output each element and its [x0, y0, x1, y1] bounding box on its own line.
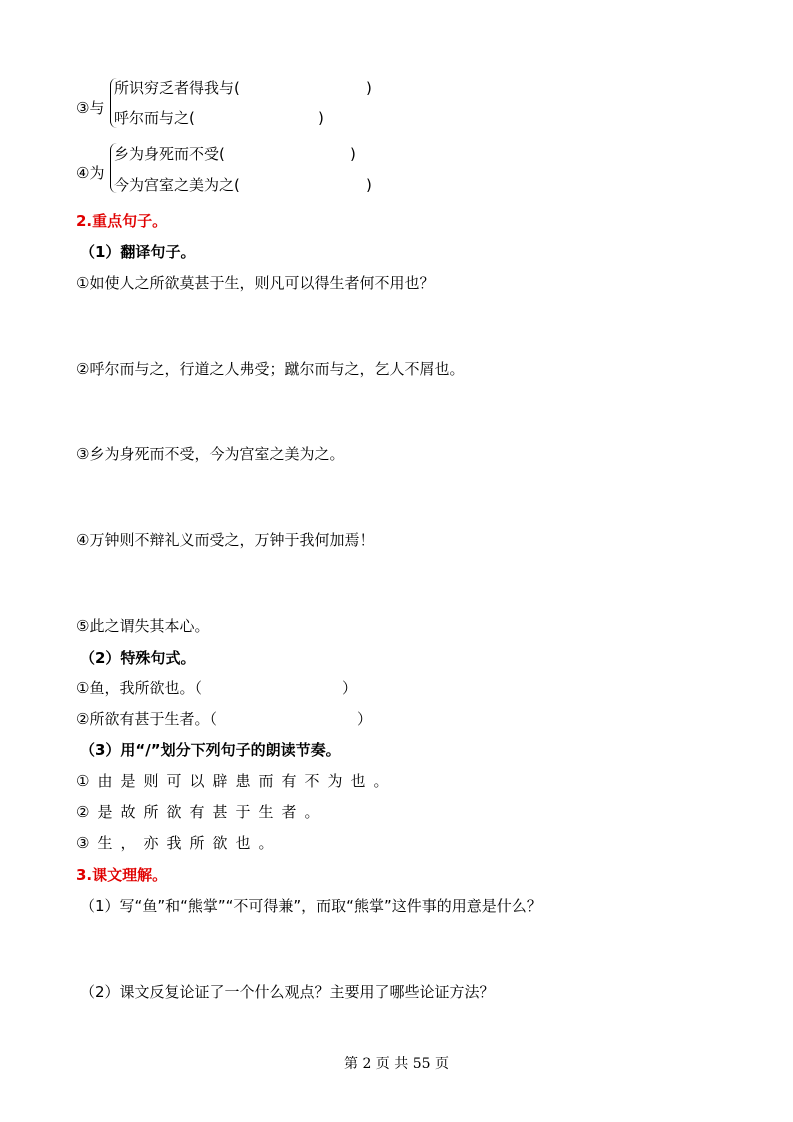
group-line-close: ) — [350, 145, 356, 163]
group-line: 乡为身死而不受( — [114, 145, 225, 163]
question: （1）写“鱼”和“熊掌”“不可得兼”，而取“熊掌”这件事的用意是什么？ — [80, 897, 542, 915]
page-footer: 第 2 页 共 55 页 — [344, 1056, 449, 1072]
group-line-close: ) — [366, 79, 372, 97]
group-line: 呼尔而与之( — [114, 109, 195, 127]
rhythm-sentence: ③生，亦我所欲也。 — [76, 834, 282, 852]
question: （2）课文反复论证了一个什么观点？主要用了哪些论证方法？ — [80, 983, 495, 1001]
special-sentence: ①鱼，我所欲也。（ — [76, 679, 202, 697]
section-heading: 3.课文理解。 — [76, 866, 168, 884]
translate-sentence: ⑤此之谓失其本心。 — [76, 617, 210, 635]
translate-sentence: ②呼尔而与之，行道之人弗受；蹴尔而与之，乞人不屑也。 — [76, 360, 465, 378]
group-marker: ④为 — [76, 164, 105, 182]
group-line: 今为宫室之美为之( — [114, 176, 240, 194]
group-line-close: ) — [318, 109, 324, 127]
special-sentence-close: ） — [357, 710, 373, 728]
subsection-heading: （1）翻译句子。 — [80, 243, 196, 261]
subsection-heading: （2）特殊句式。 — [80, 649, 196, 667]
translate-sentence: ④万钟则不辩礼义而受之，万钟于我何加焉！ — [76, 531, 375, 549]
group-line-close: ) — [366, 176, 372, 194]
translate-sentence: ③乡为身死而不受，今为宫室之美为之。 — [76, 445, 345, 463]
subsection-heading: （3）用“/”划分下列句子的朗读节奏。 — [80, 741, 341, 759]
special-sentence: ②所欲有甚于生者。（ — [76, 710, 217, 728]
special-sentence-close: ） — [342, 679, 358, 697]
group-marker: ③与 — [76, 99, 105, 117]
rhythm-sentence: ②是故所欲有甚于生者。 — [76, 803, 328, 821]
translate-sentence: ①如使人之所欲莫甚于生，则凡可以得生者何不用也？ — [76, 274, 435, 292]
section-heading: 2.重点句子。 — [76, 212, 168, 230]
group-line: 所识穷乏者得我与( — [114, 79, 240, 97]
rhythm-sentence: ①由是则可以辟患而有不为也。 — [76, 772, 397, 790]
